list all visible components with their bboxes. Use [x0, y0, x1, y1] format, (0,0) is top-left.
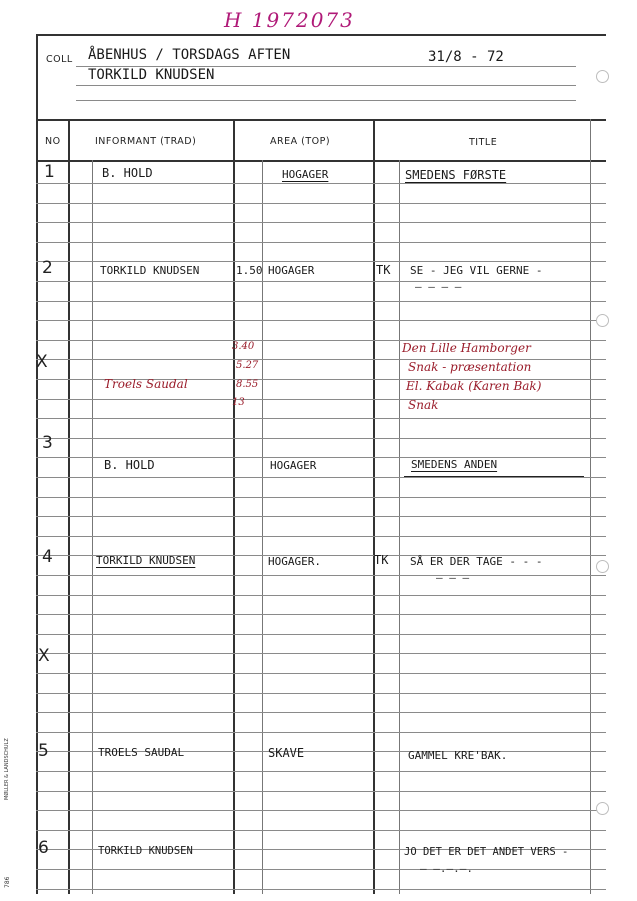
ruled-line — [36, 320, 606, 321]
entry-title: SE - JEG VIL GERNE - — [410, 264, 543, 277]
header-informant: INFORMANT (TRAD) — [95, 136, 197, 147]
ruled-line — [36, 281, 606, 282]
ruled-line — [36, 438, 606, 439]
header-area: AREA (TOP) — [270, 136, 331, 147]
entry-informant: B. HOLD — [104, 458, 155, 472]
entry-informant: B. HOLD — [102, 166, 153, 180]
ruled-line — [36, 497, 606, 498]
entry-informant: TORKILD KNUDSEN — [98, 845, 193, 857]
punch-hole — [596, 802, 609, 815]
coll-rule-1 — [76, 66, 576, 67]
archive-number: H 1972073 — [224, 8, 355, 32]
punch-hole — [596, 560, 609, 573]
col-divider-title-right — [590, 119, 591, 894]
entry-number: 2 — [42, 258, 53, 278]
entry-title: SMEDENS ANDEN — [411, 458, 498, 471]
punch-hole — [596, 70, 609, 83]
entry-informant: TROELS SAUDAL — [98, 746, 185, 759]
ruled-line — [36, 183, 606, 184]
coll-date: 31/8 - 72 — [428, 49, 504, 65]
entry-title: Snak - præsentation — [408, 360, 532, 374]
entry-area: SKAVE — [268, 746, 305, 760]
ruled-line — [36, 575, 606, 576]
col-divider-tk — [399, 160, 400, 894]
entry-time: 5.27 — [236, 360, 259, 371]
continuation-dashes: – –.–.–. — [420, 862, 473, 875]
ruled-line — [36, 732, 606, 733]
ruled-line — [36, 477, 606, 478]
entry-number: 1 — [44, 162, 55, 182]
entry-time: 8.55 — [236, 379, 259, 390]
entry-title: SÅ ER DER TAGE - - - — [410, 555, 543, 568]
entry-number-crossed: X — [36, 352, 48, 372]
ruled-line — [36, 653, 606, 654]
ruled-line — [36, 614, 606, 615]
coll-line1: ÅBENHUS / TORSDAGS AFTEN — [88, 47, 291, 63]
entry-area: HOGAGER — [282, 168, 329, 181]
ruled-line — [36, 242, 606, 243]
ruled-line — [36, 712, 606, 713]
ruled-line — [36, 693, 606, 694]
ruled-line — [36, 771, 606, 772]
entry-area: HOGAGER — [268, 264, 315, 277]
coll-rule-2 — [76, 85, 576, 86]
ruled-line — [36, 301, 606, 302]
form-code: 786 — [4, 876, 11, 888]
ruled-line — [36, 869, 606, 870]
title-underline — [404, 476, 584, 477]
col-divider-no — [68, 119, 70, 894]
ruled-line — [36, 673, 606, 674]
ruled-line — [36, 222, 606, 223]
coll-label: COLL — [46, 54, 73, 65]
entry-title: JO DET ER DET ANDET VERS - — [404, 846, 569, 858]
col-divider-area — [373, 119, 375, 894]
ruled-line — [36, 261, 606, 262]
ruled-line — [36, 889, 606, 890]
publisher-imprint: MØLLER & LANDSCHULZ — [4, 738, 10, 800]
col-divider-no-inner — [92, 160, 93, 894]
frame-top — [36, 34, 606, 36]
entry-area: HOGAGER. — [268, 555, 321, 568]
entry-title: Snak — [408, 398, 439, 412]
ruled-line — [36, 634, 606, 635]
frame-left — [36, 34, 38, 894]
ruled-line — [36, 203, 606, 204]
entry-number-crossed: X — [38, 646, 50, 666]
header-no: NO — [45, 136, 61, 147]
ruled-line — [36, 830, 606, 831]
entry-title: Den Lille Hamborger — [402, 341, 531, 355]
entry-informant: TORKILD KNUDSEN — [96, 554, 196, 567]
header-bottom-rule — [36, 160, 606, 162]
header-title: TITLE — [469, 137, 498, 148]
entry-time: 13 — [232, 397, 245, 408]
ruled-line — [36, 810, 606, 811]
ruled-line — [36, 536, 606, 537]
entry-tk: TK — [374, 553, 389, 567]
ruled-line — [36, 418, 606, 419]
ruled-line — [36, 595, 606, 596]
entry-area: HOGAGER — [270, 459, 317, 472]
header-top-rule — [36, 119, 606, 121]
continuation-dashes: – – – — [436, 571, 470, 584]
coll-line2: TORKILD KNUDSEN — [88, 67, 215, 83]
punch-hole — [596, 314, 609, 327]
col-divider-informant — [233, 119, 235, 894]
entry-time: 3.40 — [232, 341, 255, 352]
coll-rule-3 — [76, 100, 576, 101]
entry-tk: TK — [376, 263, 391, 277]
continuation-dashes: – – – – — [415, 280, 462, 293]
ruled-line — [36, 399, 606, 400]
entry-number: 3 — [42, 433, 53, 453]
entry-number: 5 — [38, 741, 49, 761]
entry-title: SMEDENS FØRSTE — [405, 168, 507, 182]
entry-title: El. Kabak (Karen Bak) — [406, 379, 542, 393]
ruled-line — [36, 791, 606, 792]
entry-time: 1.50 — [236, 264, 263, 277]
ruled-line — [36, 516, 606, 517]
entry-number: 6 — [38, 838, 49, 858]
entry-number: 4 — [42, 547, 53, 567]
entry-informant: TORKILD KNUDSEN — [100, 264, 200, 277]
entry-informant: Troels Saudal — [104, 377, 188, 391]
entry-title: GAMMEL KRE'BAK. — [408, 749, 508, 762]
